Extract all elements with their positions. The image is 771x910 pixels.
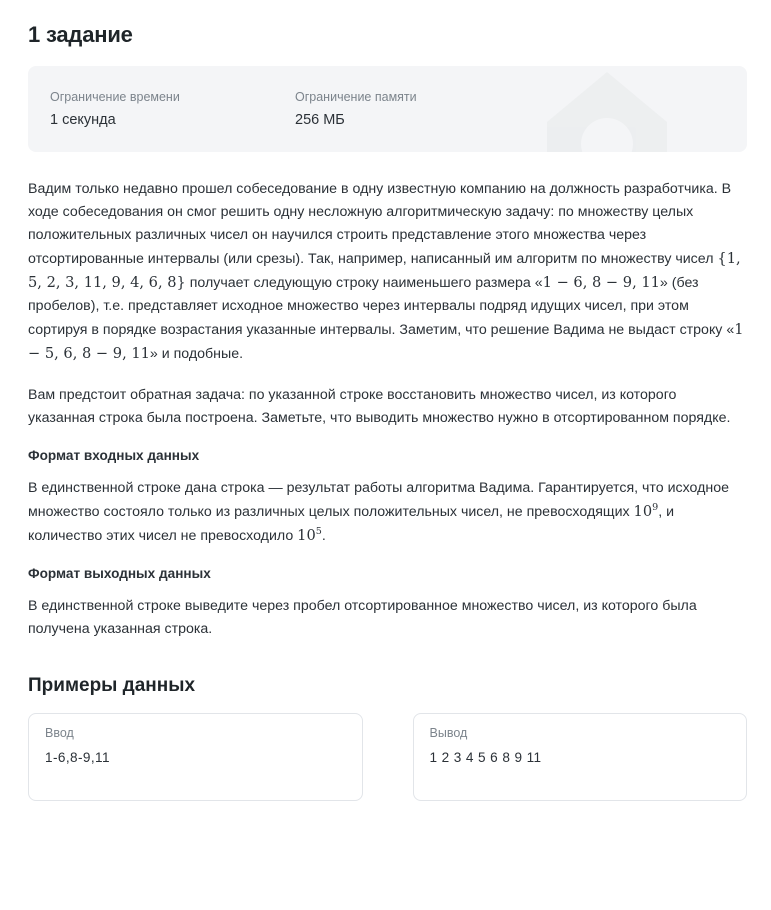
statement-p1-math3: 1 − 5, 6, 8 − 9, 11	[28, 321, 744, 362]
input-format-math-1-base: 10	[633, 503, 653, 520]
limits-panel	[28, 66, 747, 152]
examples-title: Примеры данных	[28, 675, 196, 696]
time-limit-value: 1 секунда	[50, 112, 116, 128]
statement-p1-math1: {1, 5, 2, 3, 11, 9, 4, 6, 8}	[28, 250, 741, 291]
input-format-math-2-exp: 5	[315, 526, 322, 538]
input-format-text	[28, 477, 747, 548]
time-limit-label: Ограничение времени	[50, 90, 180, 104]
input-format-math-1-exp: 9	[652, 502, 659, 514]
statement-p1-part2: получает следующую строку наименьшего размера «	[185, 275, 543, 291]
input-format-math-2-base: 10	[297, 527, 316, 544]
output-format-heading: Формат выходных данных	[28, 566, 211, 581]
example-input-label: Ввод	[45, 726, 74, 740]
input-format-math-1	[634, 503, 659, 520]
example-input-card	[28, 713, 363, 801]
statement-p1-part1: Вадим только недавно прошел собеседование в одну известную компанию на должность разработчика. В ходе собеседования он смог решить одну несложную алгоритмическую задачу: по множеству целых положительных различных чисел он научился строить представление этого множества через отсортированные интервалы (или срезы). Так, например, написанный им алгоритм по множеству чисел	[28, 181, 732, 267]
memory-limit-label: Ограничение памяти	[295, 90, 417, 104]
statement-p1-math2: 1 − 6, 8 − 9, 11	[542, 274, 660, 291]
house-icon	[545, 70, 669, 152]
example-input-value: 1-6,8-9,11	[45, 750, 110, 765]
input-format-heading: Формат входных данных	[28, 448, 200, 463]
example-output-label: Вывод	[429, 726, 468, 740]
output-format-text: В единственной строке выведите через пробел отсортированное множество чисел, из которого была получена указанная строка.	[28, 598, 697, 637]
example-output-value: 1 2 3 4 5 6 8 9 11	[429, 750, 542, 765]
input-format-part1: В единственной строке дана строка — результат работы алгоритма Вадима. Гарантируется, что исходное множество состояло только из различных целых положительных чисел, не превосходящих	[28, 480, 729, 520]
memory-limit-value: 256 МБ	[295, 112, 345, 128]
time-limit-block	[50, 90, 295, 128]
input-format-part3: .	[321, 528, 326, 544]
example-output-card	[413, 713, 748, 801]
statement-paragraph-1	[28, 178, 747, 366]
examples-row	[28, 713, 747, 801]
input-format-math-2	[297, 527, 322, 544]
statement-p1-part4: » и подобные.	[149, 346, 244, 362]
input-format-part2: , и количество этих чисел не превосходило	[28, 504, 675, 544]
page-title: 1 задание	[28, 22, 133, 47]
memory-limit-block	[295, 90, 417, 128]
statement-p1-part3: » (без пробелов), т.е. представляет исходное множество через интервалы подряд идущих чисел, при этом сортируя в порядке возрастания указанные интервалы. Заметим, что решение Вадима не выдаст строку «	[28, 275, 735, 338]
statement-paragraph-2: Вам предстоит обратная задача: по указанной строке восстановить множество чисел, из которого указанная строка была построена. Заметьте, что выводить множество нужно в отсортированном порядке.	[28, 387, 731, 426]
